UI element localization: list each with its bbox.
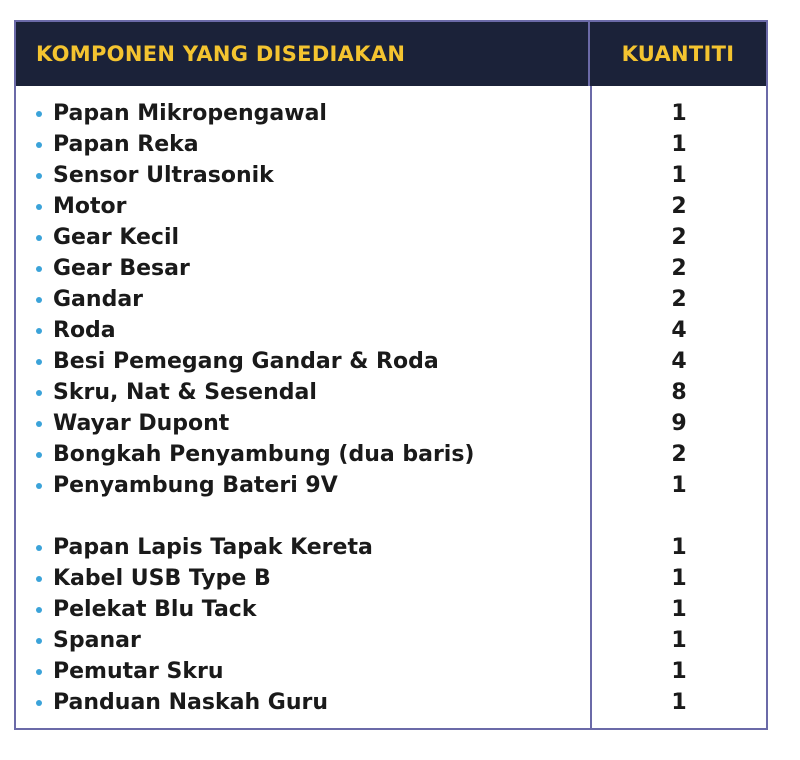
component-name: Spanar: [53, 628, 141, 653]
bullet-icon: [36, 669, 42, 675]
component-quantity: 1: [671, 132, 687, 157]
bullet-icon: [36, 421, 42, 427]
component-name: Papan Mikropengawal: [53, 101, 327, 126]
component-quantity: 4: [671, 318, 687, 343]
component-quantity: 1: [671, 690, 687, 715]
component-quantity: 1: [671, 101, 687, 126]
bullet-icon: [36, 700, 42, 706]
component-name: Sensor Ultrasonik: [53, 163, 274, 188]
component-name: Papan Lapis Tapak Kereta: [53, 535, 373, 560]
component-name: Wayar Dupont: [53, 411, 230, 436]
header-quantity-label: KUANTITI: [621, 42, 735, 66]
bullet-icon: [36, 297, 42, 303]
table-row: [16, 377, 766, 408]
bullet-icon: [36, 359, 42, 365]
table-row: [16, 470, 766, 501]
component-name: Gandar: [53, 287, 144, 312]
component-name: Gear Besar: [53, 256, 190, 281]
table-row: [16, 129, 766, 160]
component-quantity: 1: [671, 628, 687, 653]
component-quantity: 8: [671, 380, 687, 405]
component-name: Pelekat Blu Tack: [53, 597, 257, 622]
table-row: [16, 98, 766, 129]
component-quantity: 2: [671, 442, 687, 467]
component-quantity: 1: [671, 659, 687, 684]
component-name: Gear Kecil: [53, 225, 180, 250]
bullet-icon: [36, 235, 42, 241]
table-row: [16, 625, 766, 656]
table-row: [16, 687, 766, 718]
component-name: Bongkah Penyambung (dua baris): [53, 442, 475, 467]
component-quantity: 1: [671, 566, 687, 591]
bullet-icon: [36, 173, 42, 179]
component-name: Papan Reka: [53, 132, 199, 157]
components-table: [14, 20, 768, 730]
table-row: [16, 315, 766, 346]
bullet-icon: [36, 204, 42, 210]
table-row: [16, 532, 766, 563]
component-name: Pemutar Skru: [53, 659, 224, 684]
component-quantity: 2: [671, 194, 687, 219]
bullet-icon: [36, 607, 42, 613]
component-name: Kabel USB Type B: [53, 566, 271, 591]
component-quantity: 2: [671, 287, 687, 312]
component-name: Motor: [53, 194, 127, 219]
component-name: Roda: [53, 318, 116, 343]
bullet-icon: [36, 452, 42, 458]
table-row: [16, 346, 766, 377]
component-name: Panduan Naskah Guru: [53, 690, 328, 715]
bullet-icon: [36, 390, 42, 396]
header-components-label: KOMPONEN YANG DISEDIAKAN: [36, 42, 406, 66]
bullet-icon: [36, 576, 42, 582]
table-row: [16, 160, 766, 191]
bullet-icon: [36, 328, 42, 334]
table-row: [16, 222, 766, 253]
component-quantity: 1: [671, 535, 687, 560]
component-quantity: 4: [671, 349, 687, 374]
component-quantity: 1: [671, 473, 687, 498]
bullet-icon: [36, 483, 42, 489]
table-row: [16, 253, 766, 284]
bullet-icon: [36, 638, 42, 644]
table-body: [16, 98, 766, 718]
header-components-cell: [16, 22, 590, 86]
component-quantity: 1: [671, 163, 687, 188]
component-quantity: 9: [671, 411, 687, 436]
table-row: [16, 656, 766, 687]
table-row: [16, 439, 766, 470]
header-quantity-cell: [590, 22, 766, 86]
table-row: [16, 191, 766, 222]
component-name: Skru, Nat & Sesendal: [53, 380, 317, 405]
table-row: [16, 284, 766, 315]
component-name: Penyambung Bateri 9V: [53, 473, 338, 498]
bullet-icon: [36, 142, 42, 148]
component-name: Besi Pemegang Gandar & Roda: [53, 349, 439, 374]
table-header: [16, 22, 766, 86]
table-row: [16, 563, 766, 594]
table-row: [16, 594, 766, 625]
bullet-icon: [36, 111, 42, 117]
component-quantity: 2: [671, 256, 687, 281]
bullet-icon: [36, 266, 42, 272]
bullet-icon: [36, 545, 42, 551]
component-quantity: 2: [671, 225, 687, 250]
table-row: [16, 408, 766, 439]
component-quantity: 1: [671, 597, 687, 622]
